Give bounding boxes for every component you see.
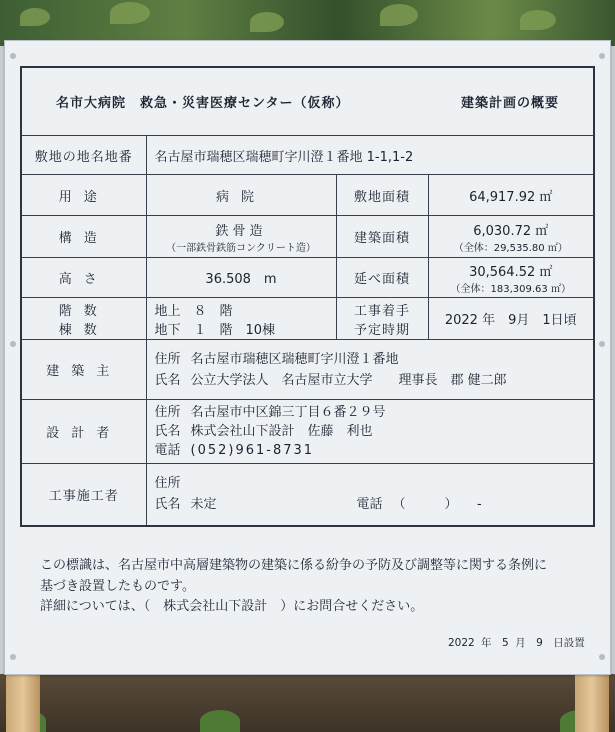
site-address-label: 敷地の地名地番 [21, 136, 146, 175]
ground [0, 674, 615, 732]
structure-value: 鉄骨造 [215, 223, 267, 239]
floor-area-cell [428, 258, 594, 298]
owner-address: 名古屋市瑞穂区瑞穂町字川澄１番地 [190, 351, 399, 367]
owner-info: 住所 名古屋市瑞穂区瑞穂町字川澄１番地 氏名 公立大学法人 名古屋市立大学 理事長 郡 健二郎 [146, 340, 594, 400]
height-value: 36.508 m [146, 258, 336, 298]
designer-info: 住所 名古屋市中区錦三丁目６番２９号 氏名 株式会社山下設計 佐藤 利也 電話 (052)961-8731 [146, 400, 594, 464]
designer-phone: (052)961-8731 [190, 443, 315, 458]
height-label: 高さ [21, 258, 146, 298]
left-post [6, 674, 40, 732]
screw-icon [10, 53, 16, 59]
use-value: 病院 [146, 175, 336, 216]
floor-area-total: （全体：183,309.63 ㎡） [450, 283, 571, 295]
floor-area-label: 延べ面積 [336, 258, 428, 298]
site-address-value: 名古屋市瑞穂区瑞穂町字川澄１番地 1-1,1-2 [146, 136, 594, 175]
building-area-label: 建築面積 [336, 216, 428, 258]
project-name: 名市大病院 救急・災害医療センター（仮称） [56, 96, 350, 111]
notice-text: この標識は、名古屋市中高層建築物の建築に係る紛争の予防及び調整等に関する条例に 基づき設置したものです。 詳細については、（ 株式会社山下設計 ）にお問合せください。 [40, 558, 548, 614]
screw-icon [599, 654, 605, 660]
structure-label: 構造 [21, 216, 146, 258]
building-area-cell [428, 216, 594, 258]
structure-note: （一部鉄骨鉄筋コンクリート造） [166, 242, 316, 254]
sign-title [21, 67, 594, 136]
contractor-name: 未定 [190, 497, 217, 513]
sign-heading: 建築計画の概要 [460, 96, 559, 111]
structure-cell [146, 216, 336, 258]
designer-address: 名古屋市中区錦三丁目６番２９号 [190, 405, 386, 420]
owner-name: 公立大学法人 名古屋市立大学 理事長 郡 健二郎 [190, 372, 507, 388]
right-post [575, 674, 609, 732]
building-area-total: （全体：29,535.80 ㎡） [453, 242, 568, 254]
screw-icon [10, 654, 16, 660]
screw-icon [10, 341, 16, 347]
installed-date: 2022 年 5 月 9 日設置 [448, 637, 585, 649]
building-plan-table [20, 66, 595, 527]
site-area-value: 64,917.92 ㎡ [428, 175, 594, 216]
designer-name: 株式会社山下設計 佐藤 利也 [190, 424, 373, 439]
screw-icon [599, 341, 605, 347]
screw-icon [599, 53, 605, 59]
floors-value: 地上 ８ 階 地下 １ 階 10棟 [146, 298, 336, 340]
owner-label: 建築主 [21, 340, 146, 400]
floor-area-value: 30,564.52 ㎡ [469, 264, 553, 280]
use-label: 用途 [21, 175, 146, 216]
floors-label: 階数 棟数 [21, 298, 146, 340]
designer-label: 設計者 [21, 400, 146, 464]
site-area-label: 敷地面積 [336, 175, 428, 216]
contractor-phone: （ ） - [392, 497, 482, 513]
building-area-value: 6,030.72 ㎡ [473, 223, 549, 239]
start-label: 工事着手 予定時期 [336, 298, 428, 340]
contractor-info: 住所 氏名 未定 電話 （ ） - [146, 464, 594, 526]
start-value: 2022 年 9月 1日頃 [428, 298, 594, 340]
contractor-label: 工事施工者 [21, 464, 146, 526]
